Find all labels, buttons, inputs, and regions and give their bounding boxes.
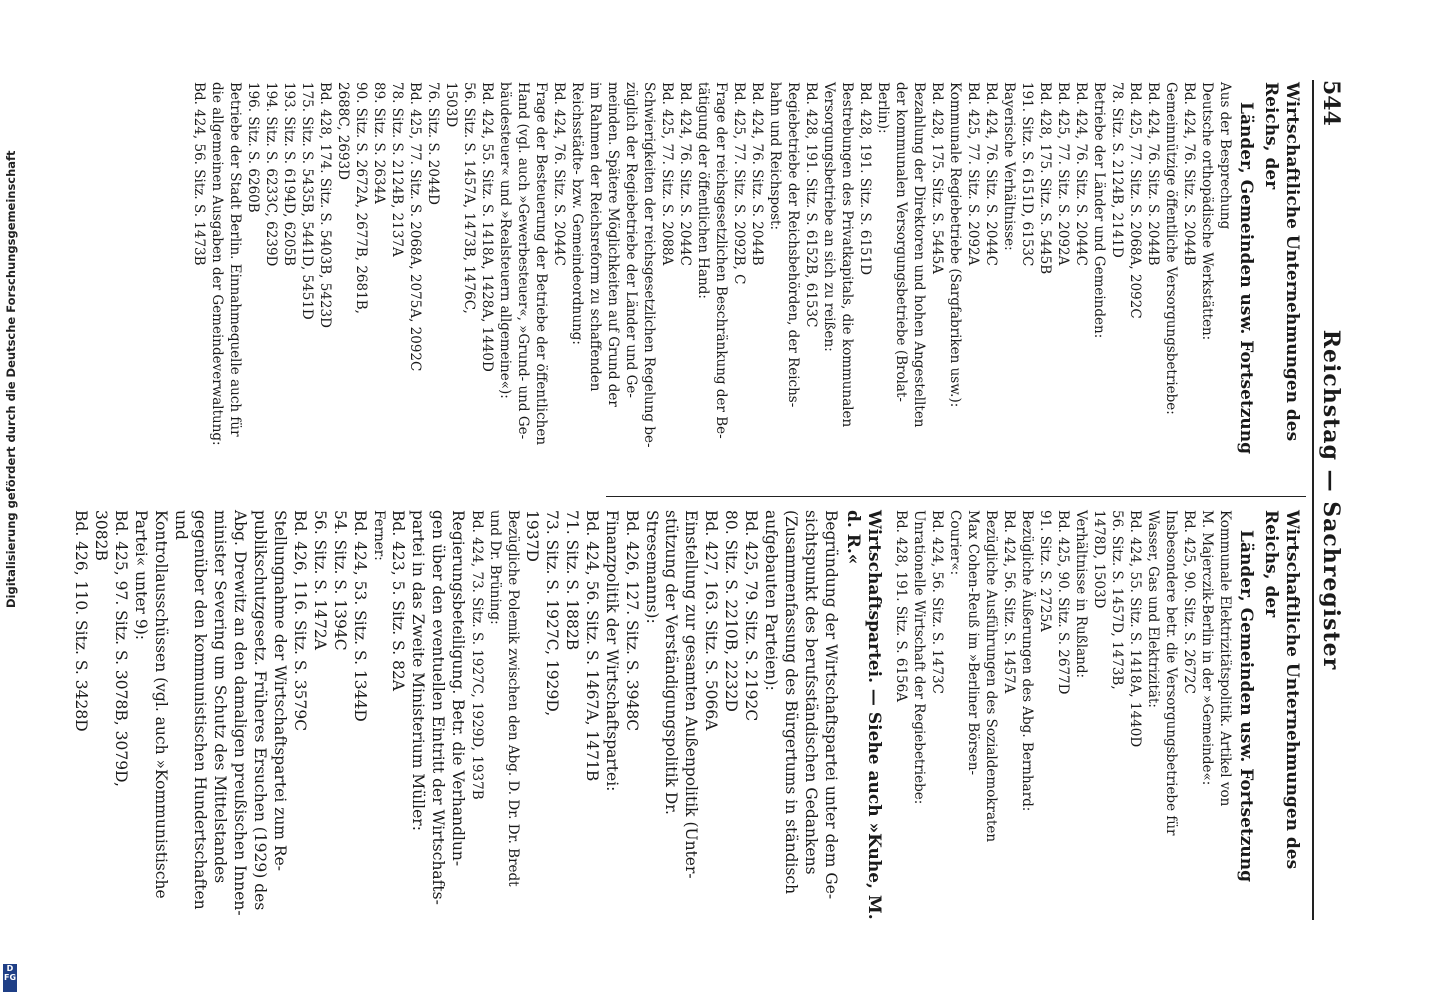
right-column-entry: Wasser, Gas und Elektrizität: — [1145, 510, 1161, 708]
left-column-entry: Bd. 424, 76. Sitz. S. 2044B — [749, 82, 765, 266]
left-column-entry: Deutsche orthopädische Werkstätten: — [1199, 82, 1215, 341]
left-column-entry: der kommunalen Versorgungsbetriebe (Brolat- — [893, 82, 909, 402]
right-column-heading-2: Wirtschaftspartei. — Siehe auch »Kuhe, M. d. R.« — [843, 510, 884, 920]
right-column-2-entry: partei in das Zweite Ministerium Müller: — [409, 510, 427, 831]
right-column-2-entry: Bd. 425, 79. Sitz. S. 2192C — [742, 510, 760, 722]
right-column-heading-cont: Länder, Gemeinden usw. Fortsetzung — [1236, 530, 1256, 883]
left-column-heading-cont: Länder, Gemeinden usw. Fortsetzung — [1236, 102, 1256, 455]
right-column-2-entry: sichtspunkt des berufsständischen Gedankens — [802, 510, 820, 875]
left-column-entry: Bd. 424, 76. Sitz. S. 2044B — [1145, 82, 1161, 266]
left-column-entry: Aus der Besprechung — [1217, 82, 1233, 230]
left-column-entry: 56. Sitz. S. 1457A, 1473B, 1476C, — [461, 82, 477, 314]
left-column-entry: Bd. 425, 77. Sitz. S. 2068A, 2092C — [1127, 82, 1143, 319]
right-column-entry: Verhältnisse in Rußland: — [1073, 510, 1089, 679]
right-column-entry: Courier«: — [947, 510, 963, 576]
right-column-2-entry: aufgebauten Parteien): — [762, 510, 780, 691]
left-column-entry: Gemeinnützige öffentliche Versorgungsbetriebe: — [1163, 82, 1179, 415]
left-column-entry: Bd. 428, 174. Sitz. S. 5403B, 5423D — [317, 82, 333, 328]
dfg-logo: D FG — [3, 964, 17, 992]
left-column-entry: 193. Sitz. S. 6194D, 6205B — [281, 82, 297, 266]
right-column-entry: Bd. 428, 191. Sitz. S. 6156A — [893, 510, 909, 702]
right-column-2-entry: publikschutzgesetz. Früheres Ersuchen (1929) des — [251, 510, 269, 911]
left-column-entry: Bd. 425, 77. Sitz. S. 2092B, C — [731, 82, 747, 285]
left-column-entry: Reichsstädte- bzw. Gemeindeordnung: — [569, 82, 585, 345]
right-column-2-entry: Einstellung zur gesamten Außenpolitik (Unter- — [682, 510, 700, 879]
right-column-2-entry: Bezügliche Polemik zwischen den Abg. D. Dr. Dr. Bredt — [505, 510, 521, 887]
right-column-entry: Bd. 424, 56. Sitz. S. 1473C — [929, 510, 945, 694]
right-column-2-entry: gen über den eventuellen Eintritt der Wirtschafts- — [429, 510, 447, 905]
right-column-entries — [892, 510, 1233, 920]
left-column-entry: Bd. 428, 175. Sitz. S. 5445A — [929, 82, 945, 274]
left-column-entry: Regiebetriebe der Reichsbehörden, der Reichs- — [785, 82, 801, 408]
left-column-entry: Bestrebungen des Privatkapitals, die kommunalen — [839, 82, 855, 428]
left-column-heading: Wirtschaftliche Unternehmungen des Reichs, der — [1261, 82, 1302, 442]
right-column-2-entry: gegenüber den kommunistischen Hundertschaften und — [172, 510, 209, 910]
left-column-entry: Bezahlung der Direktoren und hohen Angestellten — [911, 82, 927, 428]
right-column-2-entry: Bd. 426, 116. Sitz. S. 3579C — [291, 510, 309, 732]
left-column-entry: Schwierigkeiten der reichsgesetzlichen Regelung be- — [641, 82, 657, 448]
left-column-entry: Betriebe der Stadt Berlin. Einnahmequelle auch für — [227, 82, 243, 437]
left-column-entry: die allgemeinen Ausgaben der Gemeindeverwaltung: — [209, 82, 225, 446]
left-column-entry: bäudesteuer« und »Realsteuern allgemeine«): — [497, 82, 513, 399]
right-column-2-entry: und Dr. Brüning: — [487, 510, 503, 625]
left-column-entry: Bayerische Verhältnisse: — [1001, 82, 1017, 251]
right-column-entry: Unrationelle Wirtschaft der Regiebetriebe: — [911, 510, 927, 805]
right-column-2-entry: stützung der Verständigungspolitik Dr. Stresemanns): — [643, 510, 680, 815]
left-column-entry: Berlin): — [875, 82, 891, 134]
right-column-2-entry: Abg. Drewitz an den damaligen preußischen Innen- — [231, 510, 249, 916]
left-column-entry: 2688C, 2693D — [335, 82, 351, 180]
right-column-2-entry: 73. Sitz. S. 1927C, 1929D, — [543, 510, 561, 717]
page-number: 544 — [1318, 80, 1344, 126]
left-column-entry: 194. Sitz. S. 6233C, 6239D — [263, 82, 279, 267]
right-column-2-entry: (Zusammenfassung des Bürgertums in ständisch — [782, 510, 800, 895]
left-column-entry: Bd. 424, 76. Sitz. S. 2044C — [677, 82, 693, 266]
right-column-2-entry: Ferner: — [371, 510, 387, 561]
right-column-2-entry: Bd. 423, 5. Sitz. S. 82A — [389, 510, 407, 691]
right-column-2-entry: Regierungsbeteiligung. Betr. die Verhandlun- — [449, 510, 467, 867]
right-column-2-entry: Bd. 424, 56. Sitz. S. 1467A, 1471B — [583, 510, 601, 782]
left-column-entry: 196. Sitz. S. 6260B — [245, 82, 261, 213]
right-column-heading: Wirtschaftliche Unternehmungen des Reichs, der — [1261, 510, 1302, 870]
left-column-entry: züglich der Regiebetriebe der Länder und Ge- — [623, 82, 639, 398]
right-column-entry: M. Majerczik-Berlin in der »Gemeinde«: — [1199, 510, 1215, 786]
right-column-2-entry: 54. Sitz. S. 1394C — [331, 510, 349, 651]
left-column-entry: Betriebe der Länder und Gemeinden: — [1091, 82, 1107, 339]
right-column-2-entry: Bd. 426, 127. Sitz. S. 3948C — [623, 510, 641, 732]
left-column-entry: Frage der reichsgesetzlichen Beschränkung der Be- — [713, 82, 729, 439]
left-column-entry: Bd. 424, 76. Sitz. S. 2044C — [551, 82, 567, 266]
right-column-2-entry: Bd. 424, 73. Sitz. S. 1927C, 1929D, 1937B — [469, 510, 485, 800]
left-column-entry: bahn und Reichspost: — [767, 82, 783, 231]
column-divider — [606, 496, 1306, 497]
left-column-entry: Bd. 424, 76. Sitz. S. 2044C — [1073, 82, 1089, 266]
right-column-entry: Bd. 424, 55. Sitz. S. 1418A, 1440D — [1127, 510, 1143, 748]
left-column-entry: 76. Sitz. S. 2044D — [425, 82, 441, 205]
left-column-entry: Bd. 424, 76. Sitz. S. 2044B — [1181, 82, 1197, 266]
left-column-entry: tätigung der öffentlichen Hand: — [695, 82, 711, 299]
page-header — [1312, 80, 1354, 920]
left-column-entry: 89. Sitz. S. 2634A — [371, 82, 387, 204]
left-column-entry: Versorgungsbetriebe an sich zu reißen: — [821, 82, 837, 352]
right-column-2-entry: Bd. 427, 163. Sitz. S. 5066A — [702, 510, 720, 731]
right-column-2-entry: 3082B — [92, 510, 110, 561]
left-column-entry: 78. Sitz. S. 2124B, 2141D — [1109, 82, 1125, 258]
right-column-2-entry: Bd. 426, 110. Sitz. S. 3428D — [72, 510, 90, 732]
left-column-entry: Hand (vgl. auch »Gewerbesteuer«, »Grund- und Ge- — [515, 82, 531, 440]
right-column-entry: Bd. 424, 56. Sitz. S. 1457A — [1001, 510, 1017, 694]
left-column-entry: Bd. 424, 76. Sitz. S. 2044C — [983, 82, 999, 266]
right-column-entry: Bezügliche Äußerungen des Abg. Bernhard: — [1019, 510, 1035, 812]
right-column-2-entry: Begründung der Wirtschaftspartei unter dem Ge- — [822, 510, 840, 900]
left-column-entry: 78. Sitz. S. 2124B, 2137A — [389, 82, 405, 257]
left-column-entry: meinden. Spätere Möglichkeiten auf Grund der — [605, 82, 621, 407]
right-column-entry: Insbesondere betr. die Versorgungsbetriebe für — [1163, 510, 1179, 836]
right-column-2-entry: minister Severing um Schutz des Mittelstandes — [211, 510, 229, 884]
right-column-2-entry: 56. Sitz. S. 1472A — [311, 510, 329, 650]
right-column-entry: Kommunale Elektrizitätspolitik. Artikel von — [1217, 510, 1233, 807]
left-column-entry: im Rahmen der Reichsreform zu schaffenden — [587, 82, 603, 392]
right-column-entry: Bd. 425, 90. Sitz. S. 2672C — [1181, 510, 1197, 694]
left-column-entry: 1503D — [443, 82, 459, 128]
left-column-entry: Bd. 425, 77. Sitz. S. 2092A — [965, 82, 981, 266]
right-column-entry: Bd. 425, 90. Sitz. S. 2677D — [1055, 510, 1071, 695]
right-column-entry: 56. Sitz. S. 1457D, 1473B, — [1109, 510, 1125, 690]
left-column — [189, 82, 1306, 492]
left-column-entry: 175. Sitz. S. 5435B, 5441D, 5451D — [299, 82, 315, 320]
left-column-entry: Bd. 424, 56. Sitz. S. 1473B — [191, 82, 207, 266]
left-column-entry: 90. Sitz. S. 2672A, 2677B, 2681B, — [353, 82, 369, 314]
right-column-entry: 91. Sitz. S. 2725A — [1037, 510, 1053, 632]
right-column-2-entry: Partei« unter 9): — [132, 510, 150, 640]
right-column-2-entry: 71. Sitz. S. 1882B — [563, 510, 581, 651]
right-column-entry: 1478D, 1503D — [1091, 510, 1107, 609]
left-column-entry: Bd. 428, 175. Sitz. S. 5445B — [1037, 82, 1053, 275]
right-column-entry: Max Cohen-Reuß im »Berliner Börsen- — [965, 510, 981, 776]
left-column-entry: Kommunale Regiebetriebe (Sargfabriken usw.): — [947, 82, 963, 408]
running-head: Reichstag — Sachregister — [1318, 329, 1344, 671]
left-column-entry: Bd. 425, 77. Sitz. S. 2068A, 2075A, 2092C — [407, 82, 423, 372]
right-column-2-entry: Kontrollausschüssen (vgl. auch »Kommunistische — [152, 510, 170, 899]
right-column-2-entry: Bd. 424, 53. Sitz. S. 1344D — [351, 510, 369, 722]
left-column-entry: Bd. 428, 191. Sitz. S. 6151D — [857, 82, 873, 276]
left-column-entry: Bd. 425, 77. Sitz. S. 2092A — [1055, 82, 1071, 266]
right-column-2-entry: Stellungnahme der Wirtschaftspartei zum Re- — [271, 510, 289, 872]
right-column-2-entry: 1937D — [523, 510, 541, 562]
digitization-credit: Digitalisierung gefördert durch die Deutsche Forschungsgemeinschaft — [4, 150, 18, 608]
left-column-entry: 191. Sitz. S. 6151D, 6153C — [1019, 82, 1035, 267]
left-column-entry: Bd. 428, 191. Sitz. S. 6152B, 6153C — [803, 82, 819, 328]
left-column-entry: Frage der Besteuerung der Betriebe der öffentlichen — [533, 82, 549, 446]
right-column-entry: Bezügliche Ausführungen des Sozialdemokraten — [983, 510, 999, 843]
right-column-2-entry: Bd. 425, 97. Sitz. S. 3078B, 3079D, — [112, 510, 130, 787]
right-column-2-entry: Finanzpolitik der Wirtschaftspartei: — [603, 510, 621, 792]
left-column-entries — [190, 82, 1233, 492]
right-column-entries-2 — [71, 510, 840, 920]
right-column-2-entry: 80. Sitz. S. 2210B, 2232D — [722, 510, 740, 712]
left-column-entry: Bd. 425, 77. Sitz. S. 2088A — [659, 82, 675, 266]
right-column — [70, 510, 1306, 920]
left-column-entry: Bd. 424, 55. Sitz. S. 1418A, 1428A, 1440D — [479, 82, 495, 372]
